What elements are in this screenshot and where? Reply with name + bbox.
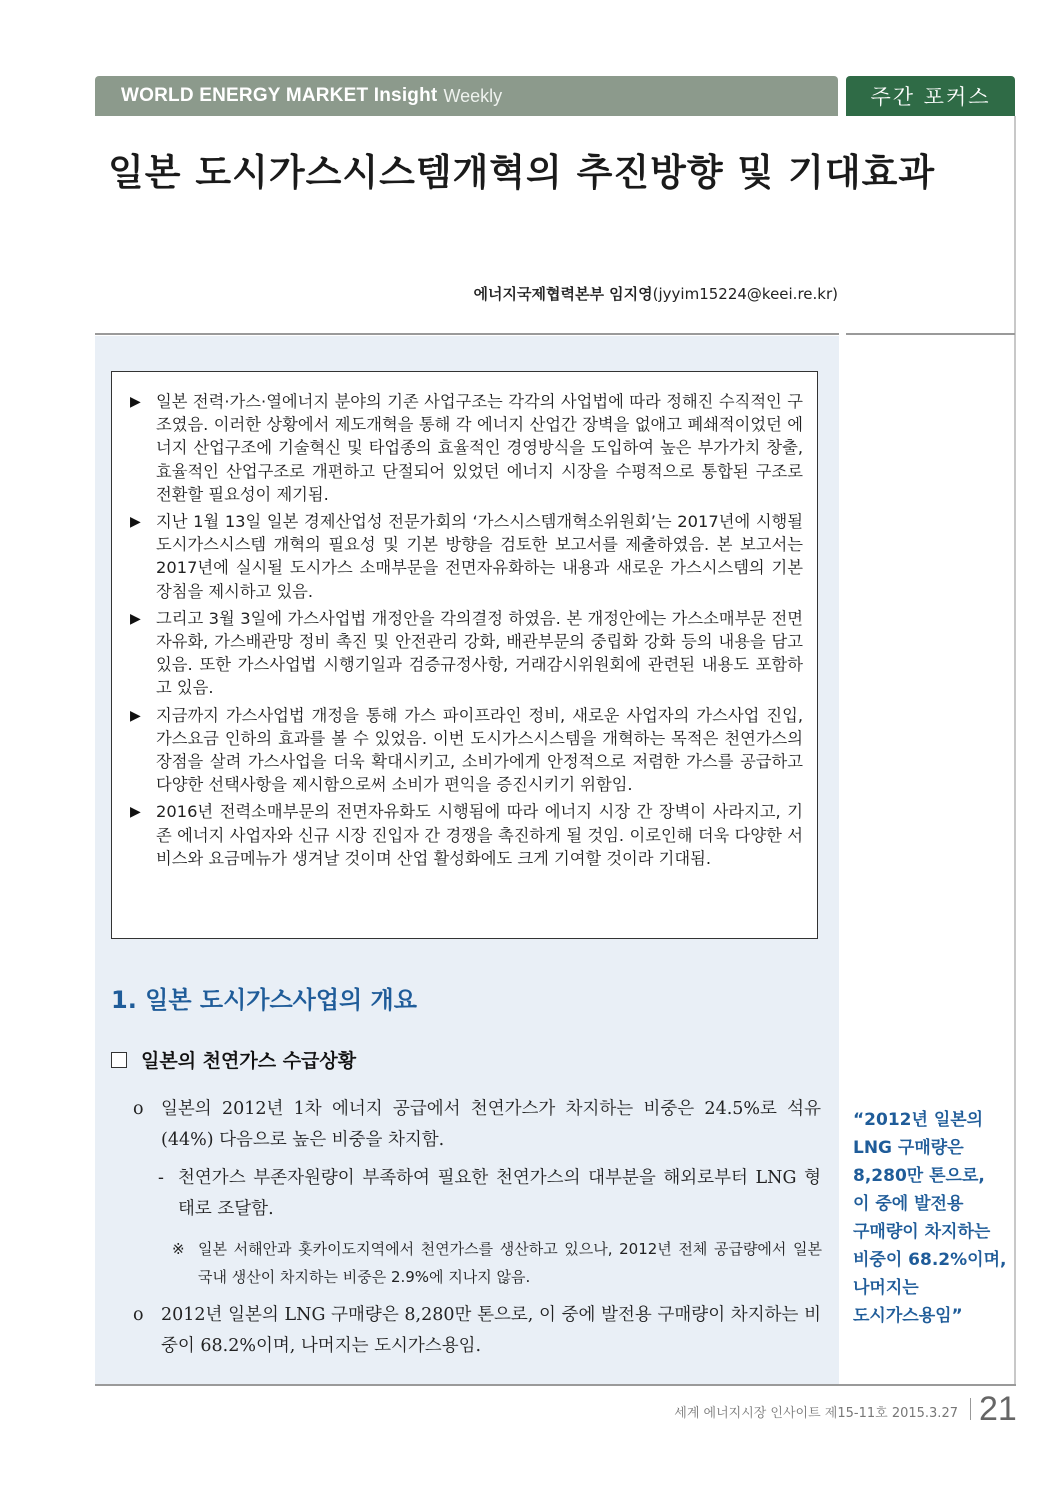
summary-text: 일본 전력·가스·열에너지 분야의 기존 사업구조는 각각의 사업법에 따라 정해진 수직적인 구조였음. 이러한 상황에서 제도개혁을 통해 각 에너지 산업간 장벽을 없애고 폐쇄적이었던 에너지 산업구조에 기술혁신 및 타업종의 효율적인 경영방식을 도입하여 높은 부가가치 창출, 효율적인 산업구조로 개편하고 단절되어 있었던 에너지 시장을 수평적으로 통합된 구조로 전환할 필요성이 제기됨. (156, 392, 803, 504)
triangle-bullet-icon: ▶ (130, 610, 141, 627)
article-title: 일본 도시가스시스템개혁의 추진방향 및 기대효과 (108, 151, 936, 194)
pull-quote-line: 8,280만 톤으로, (853, 1166, 985, 1186)
triangle-bullet-icon: ▶ (130, 707, 141, 724)
right-column-divider (1014, 116, 1016, 1386)
pull-quote-line: LNG 구매량은 (853, 1138, 964, 1158)
pull-quote (853, 1106, 1013, 1330)
page-number: 21 (979, 1390, 1017, 1428)
subsection-title: 일본의 천연가스 수급상황 (141, 1050, 357, 1072)
section-tab-focus: 주간 포커스 (846, 76, 1015, 116)
footer-separator (970, 1398, 971, 1420)
body-subparagraph (158, 1163, 821, 1225)
summary-text: 지금까지 가스사업법 개정을 통해 가스 파이프라인 정비, 새로운 사업자의 가스사업 진입, 가스요금 인하의 효과를 볼 수 있었음. 이번 도시가스시스템을 개혁하는 목적은 천연가스의 장점을 살려 가스사업을 더욱 확대시키고, 소비가에게 안정적으로 저렴한 가스를 공급하고 다양한 선택사항을 제시함으로써 소비가 편익을 증진시키기 위함임. (156, 705, 803, 795)
body-note (172, 1235, 822, 1291)
triangle-bullet-icon: ▶ (130, 514, 141, 531)
summary-item (130, 704, 803, 797)
author-name: 에너지국제협력본부 임지영 (473, 285, 653, 303)
pull-quote-line: 이 중에 발전용 (853, 1194, 964, 1214)
pull-quote-line: 도시가스용임” (853, 1306, 963, 1326)
brand-name: WORLD ENERGY MARKET Insight (121, 85, 438, 106)
brand-frequency: Weekly (443, 85, 503, 106)
note-text: 일본 서해안과 홋카이도지역에서 천연가스를 생산하고 있으나, 2012년 전체 공급량에서 일본 국내 생산이 차지하는 비중은 2.9%에 지나지 않음. (198, 1240, 822, 1286)
top-divider-side (846, 333, 1015, 335)
section-heading: 1. 일본 도시가스사업의 개요 (111, 986, 417, 1014)
body-paragraph (133, 1300, 821, 1362)
circle-bullet-icon: o (133, 1305, 144, 1325)
summary-text: 그리고 3월 3일에 가스사업법 개정안을 각의결정 하였음. 본 개정안에는 가스소매부문 전면자유화, 가스배관망 정비 촉진 및 안전관리 강화, 배관부문의 중립화 강화 등의 내용을 담고 있음. 또한 가스사업법 시행기일과 검증규정사항, 거래감시위원회에 관련된 내용도 포함하고 있음. (156, 608, 803, 698)
author-line (474, 283, 838, 304)
circle-bullet-icon: o (133, 1099, 144, 1119)
triangle-bullet-icon: ▶ (130, 804, 141, 821)
square-bullet-icon (111, 1052, 127, 1068)
summary-item (130, 510, 803, 603)
paragraph-text: 일본의 2012년 1차 에너지 공급에서 천연가스가 차지하는 비중은 24.5%로 석유(44%) 다음으로 높은 비중을 차지함. (161, 1099, 821, 1150)
author-email: (jyyim15224@keei.re.kr) (652, 285, 838, 303)
reference-mark-icon: ※ (172, 1240, 185, 1258)
pull-quote-line: 구매량이 차지하는 (853, 1222, 991, 1242)
footer-publication: 세계 에너지시장 인사이트 제15-11호 2015.3.27 (674, 1406, 958, 1421)
body-paragraph (133, 1094, 821, 1156)
triangle-bullet-icon: ▶ (130, 394, 141, 410)
summary-text: 지난 1월 13일 일본 경제산업성 전문가회의 ‘가스시스템개혁소위원회’는 2017년에 시행될 도시가스시스템 개혁의 필요성 및 기본 방향을 검토한 보고서를 제출하였음. 본 보고서는 2017년에 실시될 도시가스 소매부문을 전면자유화하는 내용과 새로운 가스시스템의 기본 장침을 제시하고 있음. (156, 512, 803, 601)
bottom-divider (95, 1384, 1016, 1386)
publication-header (95, 76, 838, 116)
pull-quote-line: 비중이 68.2%이며, (853, 1250, 1007, 1270)
subsection-heading (111, 1046, 356, 1073)
pull-quote-line: “2012년 일본의 (853, 1110, 984, 1130)
pull-quote-line: 나머지는 (853, 1278, 919, 1298)
paragraph-text: 천연가스 부존자원량이 부족하여 필요한 천연가스의 대부분을 해외로부터 LNG 형태로 조달함. (178, 1168, 821, 1219)
summary-box (111, 371, 818, 939)
summary-item (130, 390, 803, 506)
summary-item (130, 800, 803, 870)
top-divider (95, 333, 839, 335)
summary-text: 2016년 전력소매부문의 전면자유화도 시행됨에 따라 에너지 시장 간 장벽이 사라지고, 기존 에너지 사업자와 신규 시장 진입자 간 경쟁을 촉진하게 될 것임. 이로인해 더욱 다양한 서비스와 요금메뉴가 생겨날 것이며 산업 활성화에도 크게 기여할 것이라 기대됨. (156, 802, 803, 868)
dash-bullet-icon: - (158, 1168, 164, 1188)
summary-item (130, 607, 803, 700)
paragraph-text: 2012년 일본의 LNG 구매량은 8,280만 톤으로, 이 중에 발전용 구매량이 차지하는 비중이 68.2%이며, 나머지는 도시가스용임. (161, 1305, 821, 1356)
